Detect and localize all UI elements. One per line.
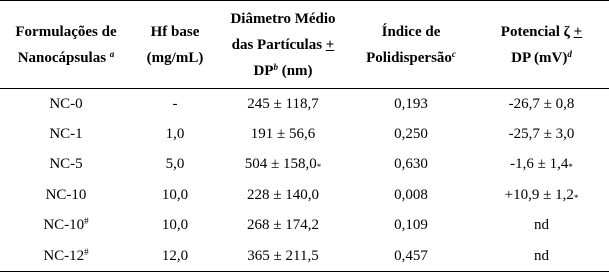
table-row	[0, 180, 609, 211]
cell-hf-base: 1,0	[165, 125, 185, 142]
cell-formulation: NC-5	[49, 156, 83, 173]
cell-hf-base: 10,0	[161, 217, 189, 234]
cell-hf-base: 10,0	[161, 186, 189, 203]
cell-formulation: NC-0	[49, 95, 83, 112]
cell-diameter: $504 \pm 158,0_*$	[244, 156, 322, 173]
cell-formulation: NC-10	[45, 186, 87, 203]
header-mean-diameter: Diâmetro Médio das Partículas + $DP^b$ (nm)	[218, 1, 348, 89]
cell-pdi: 0,630	[394, 156, 428, 173]
cell-zeta: nd	[534, 217, 549, 234]
cell-formulation: NC-12#	[0, 241, 132, 272]
cell-diameter: 245 ± 118,7	[247, 95, 319, 112]
cell-pdi: 0,008	[394, 186, 428, 203]
table-row	[0, 150, 609, 181]
cell-pdi: 0,193	[394, 95, 428, 112]
cell-zeta: nd	[474, 241, 609, 272]
table-row	[0, 119, 609, 150]
table-header	[0, 1, 609, 89]
cell-diameter: 228 ± 140,0	[247, 186, 319, 203]
header-formulation: Formulações de Nanocápsulas $^a$	[0, 1, 132, 89]
header-polydispersity: Índice de Polidispersão$^c$	[348, 1, 474, 89]
header-zeta-potential: Potencial ζ + DP (mV)$^d$	[474, 1, 609, 89]
cell-formulation: NC-1	[49, 125, 83, 142]
cell-hf-base: -	[172, 95, 178, 112]
header-hf-base: Hf base (mg/mL)	[132, 1, 218, 89]
cell-pdi: 0,250	[394, 125, 428, 142]
cell-zeta: -26,7 ± 0,8	[508, 95, 575, 112]
cell-hf-base: 5,0	[165, 156, 185, 173]
table-body	[0, 89, 609, 272]
cell-diameter: 268 ± 174,2	[247, 217, 319, 234]
table-row	[0, 211, 609, 242]
cell-pdi: 0,457	[348, 241, 474, 272]
header-row	[0, 1, 609, 89]
cell-zeta: $+10,9 \pm 1,2_*$	[504, 186, 579, 203]
cell-formulation: NC-10#	[43, 216, 89, 234]
cell-pdi: 0,109	[394, 217, 428, 234]
cell-diameter: 191 ± 56,6	[250, 125, 316, 142]
table-row	[0, 241, 609, 272]
cell-diameter: 365 ± 211,5	[218, 241, 348, 272]
table-row	[0, 89, 609, 120]
cell-hf-base: 12,0	[132, 241, 218, 272]
cell-zeta: $-1,6 \pm 1,4_*$	[510, 156, 573, 173]
cell-zeta: -25,7 ± 3,0	[508, 125, 575, 142]
